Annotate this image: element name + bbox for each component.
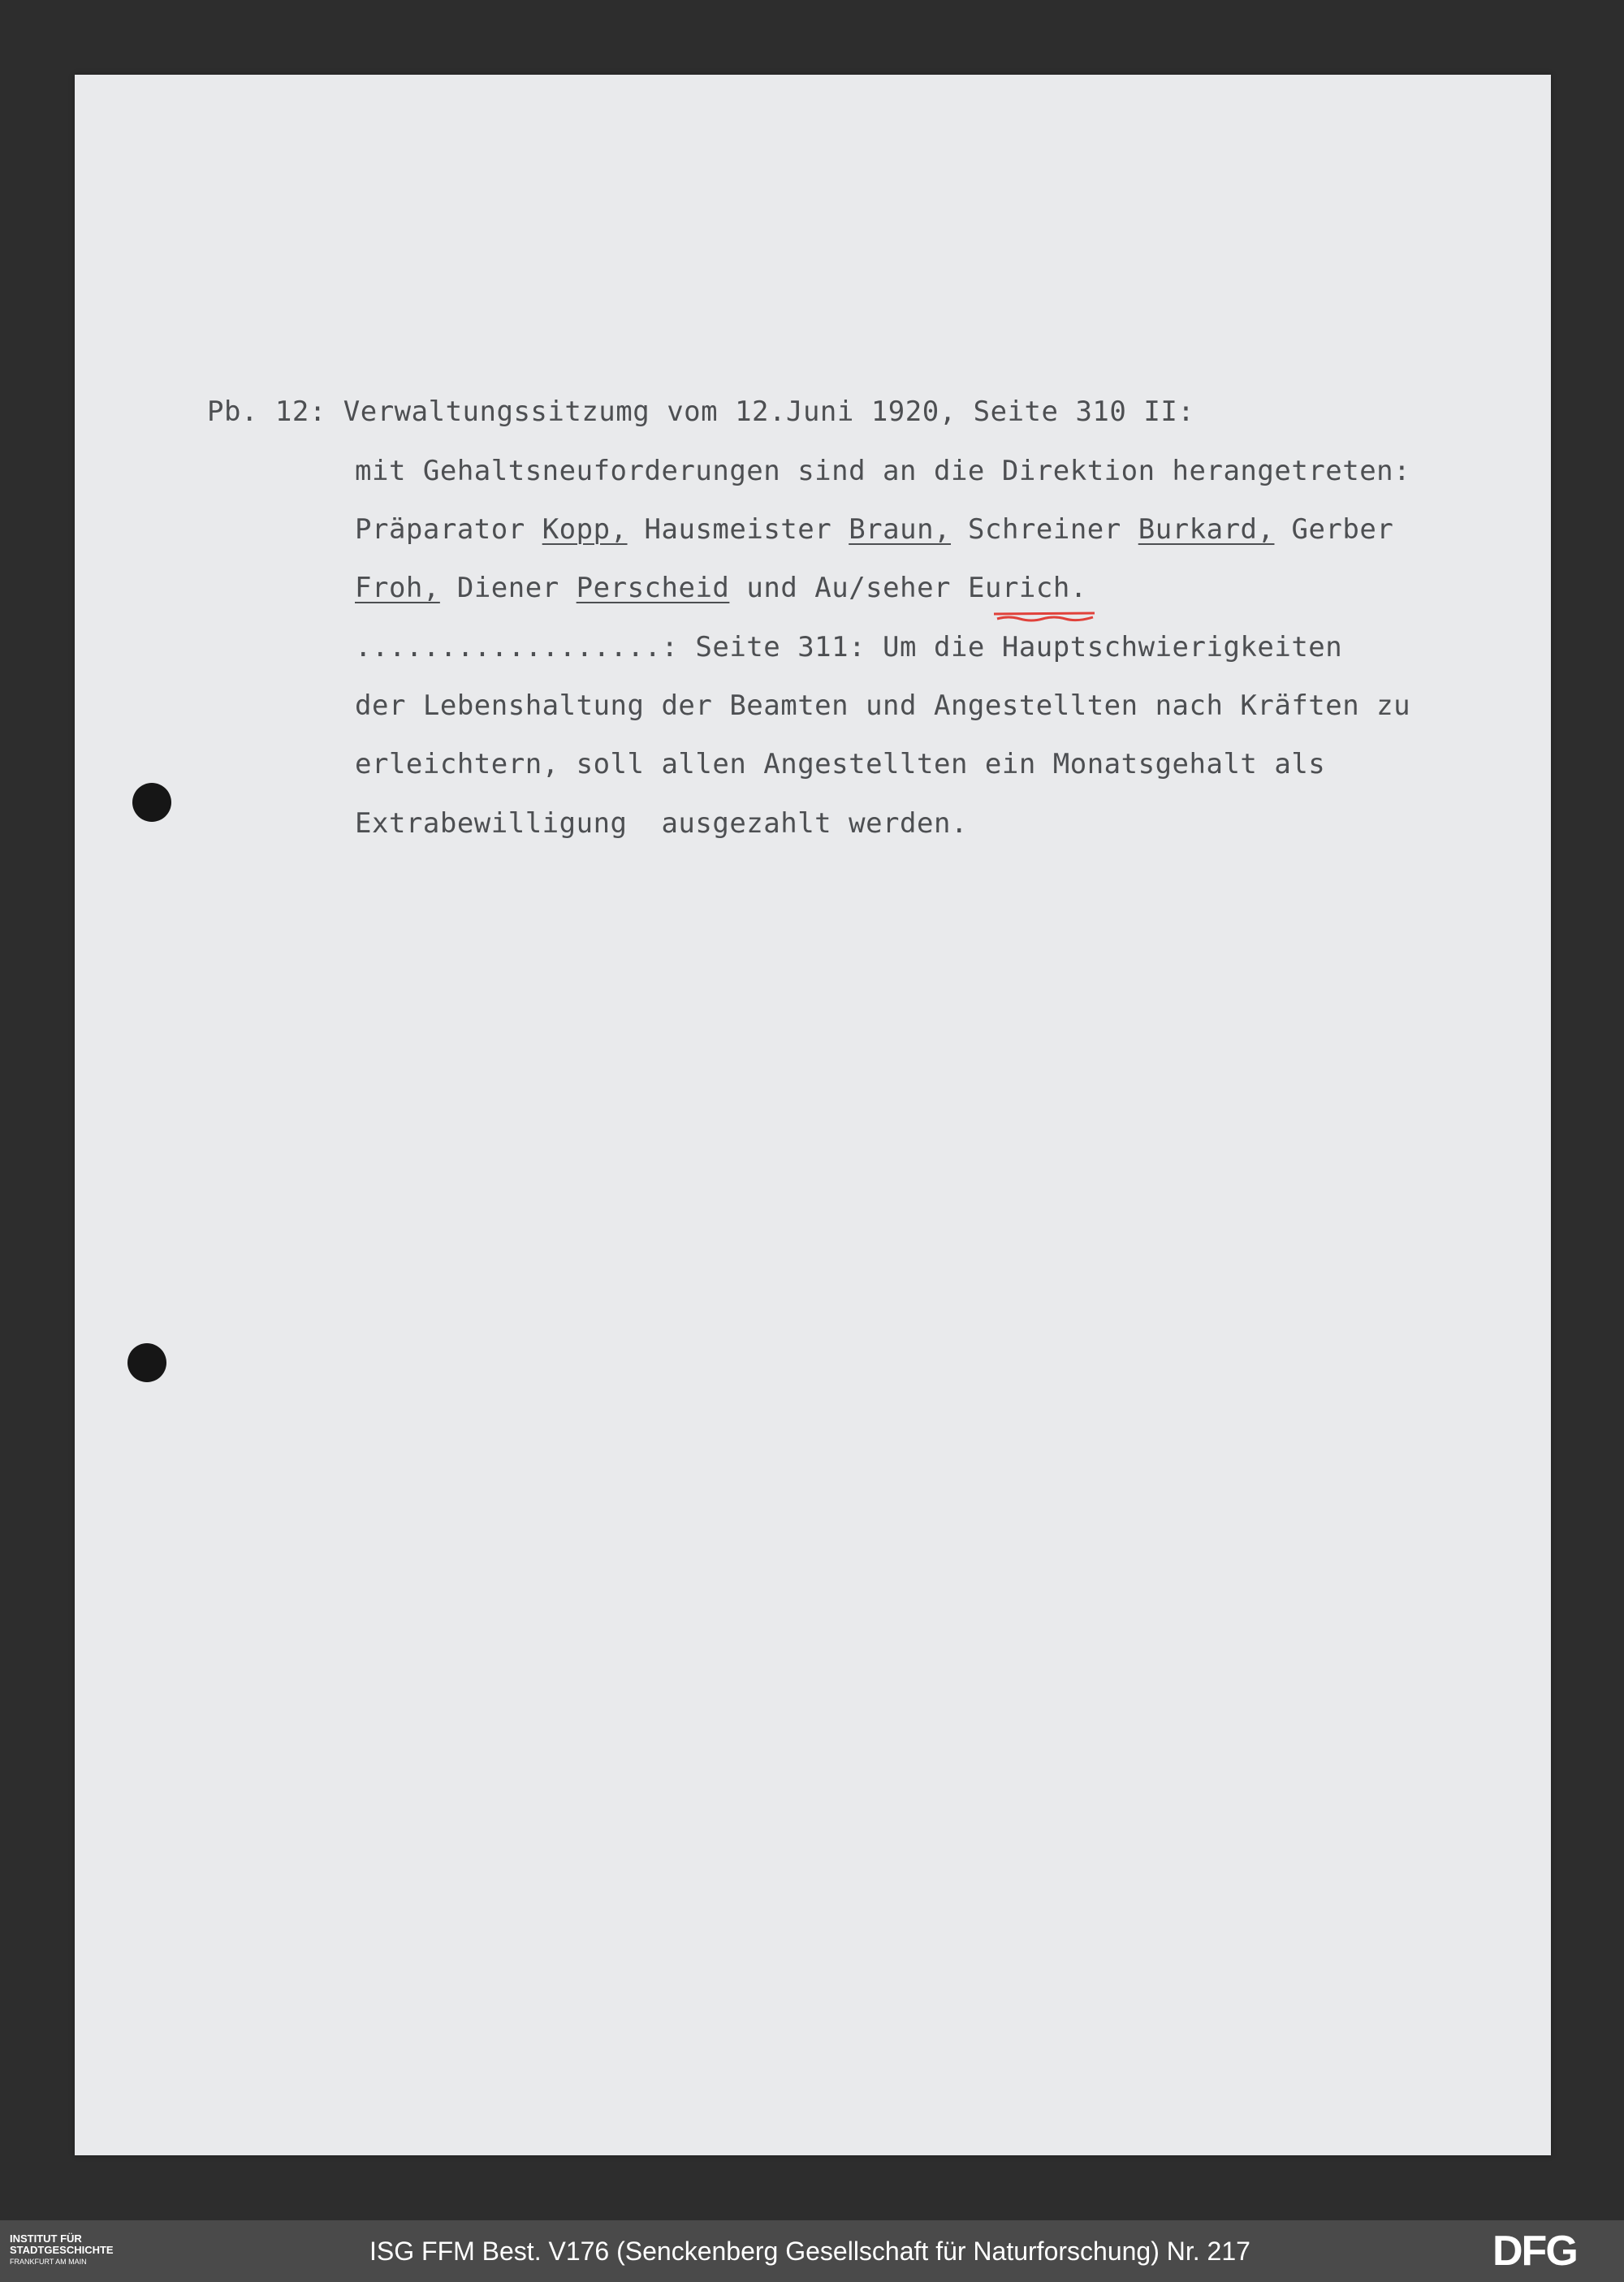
text-line-3	[355, 574, 1087, 602]
text-line-1: mit Gehaltsneuforderungen sind an die Direktion herangetreten:	[355, 455, 1411, 487]
underlined-name: Froh,	[355, 572, 440, 604]
word: Schreiner	[968, 513, 1121, 546]
dfg-logo: DFG	[1492, 2228, 1577, 2275]
archive-footer	[0, 2220, 1624, 2282]
underlined-name: Perscheid	[576, 572, 730, 604]
institute-line: STADTGESCHICHTE	[10, 2244, 114, 2256]
word: Hausmeister	[644, 513, 832, 546]
institute-logo	[10, 2233, 114, 2267]
reference-prefix: Pb. 12:	[207, 395, 343, 428]
underlined-name: Burkard,	[1138, 513, 1275, 546]
institute-subline: FRANKFURT AM MAIN	[10, 2258, 87, 2266]
red-pencil-mark	[992, 611, 1096, 622]
underlined-name: Eurich.	[968, 572, 1087, 604]
archive-reference: ISG FFM Best. V176 (Senckenberg Gesellschaft für Naturforschung) Nr. 217	[369, 2237, 1250, 2266]
underlined-name: Kopp,	[542, 513, 628, 546]
text-line-7: Extrabewilligung ausgezahlt werden.	[355, 807, 968, 840]
underlined-name: Braun,	[849, 513, 952, 546]
text-line-2	[355, 513, 1394, 546]
institute-line: INSTITUT FÜR	[10, 2232, 82, 2245]
word: Präparator	[355, 513, 525, 546]
reference-text: Verwaltungssitzumg vom 12.Juni 1920, Seite 310 II:	[343, 395, 1195, 428]
punch-hole	[132, 783, 171, 822]
reference-line	[207, 395, 1195, 428]
punch-hole	[127, 1343, 166, 1382]
text-line-5: der Lebenshaltung der Beamten und Angestellten nach Kräften zu	[355, 689, 1411, 722]
text-line-4: ..................: Seite 311: Um die Hauptschwierigkeiten	[355, 631, 1343, 663]
document-page	[75, 75, 1551, 2155]
word: und Au/seher	[746, 572, 952, 604]
text-line-6: erleichtern, soll allen Angestellten ein Monatsgehalt als	[355, 748, 1326, 780]
word: Gerber	[1291, 513, 1394, 546]
word: Diener	[456, 572, 559, 604]
